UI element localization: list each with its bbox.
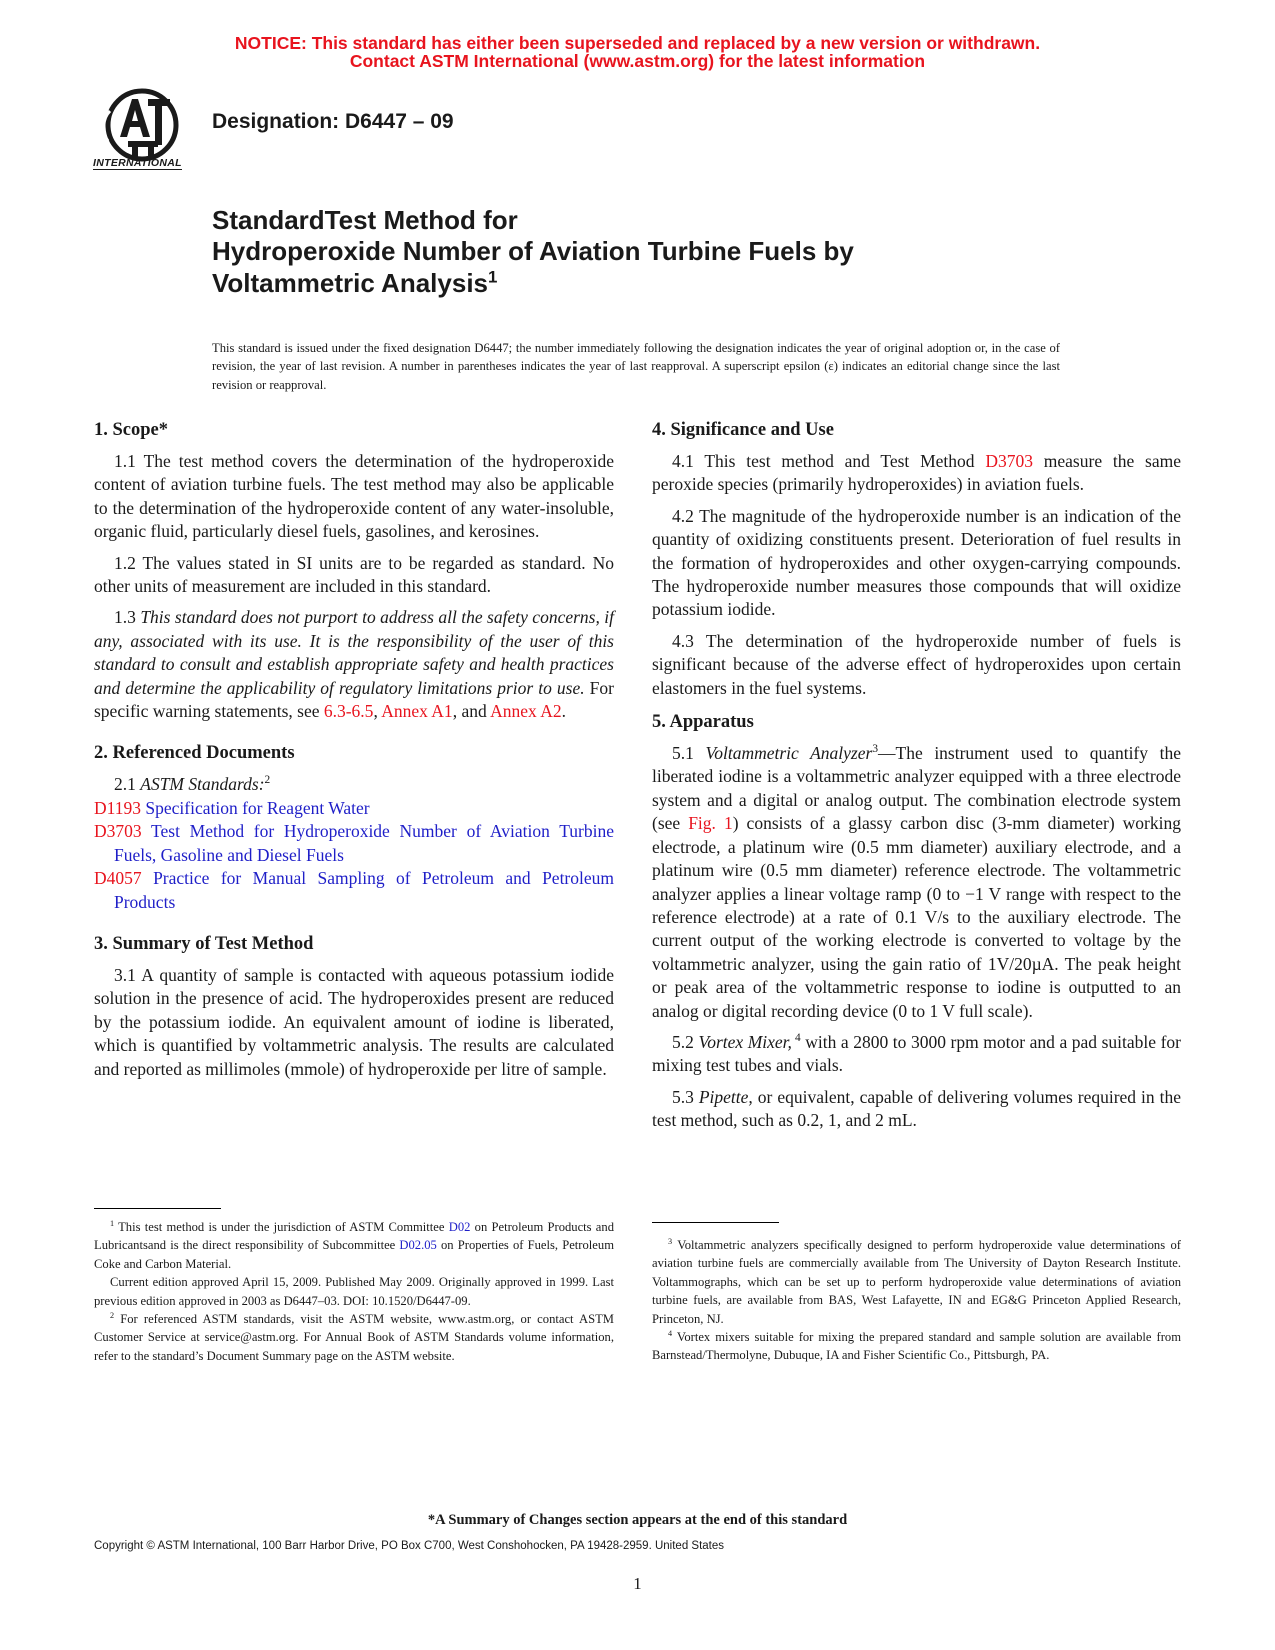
para-4-1: 4.1 This test method and Test Method D3703 measure the same peroxide species (primarily hydroperoxides) in aviation fuels. xyxy=(652,451,1182,495)
para-4-3: 4.3 The determination of the hydroperoxide number of fuels is significant because of the adverse effect of hydroperoxides upon certain elastomers in the fuel systems. xyxy=(652,630,1181,698)
link-6-3-6-5[interactable]: 6.3-6.5 xyxy=(323,701,374,722)
section-3-heading: 3. Summary of Test Method xyxy=(94,933,314,954)
left-column xyxy=(94,418,614,1081)
astm-logo xyxy=(92,85,192,175)
footnote-2: $^2$ For referenced ASTM standards, visit the ASTM website, www.astm.org, or contact ASTM Customer Service at service@astm.org. For Annual Book of ASTM Standards volume information, refer to the standard’s Document Summary page on the ASTM website. xyxy=(94,1310,614,1363)
para-2-1: 2.1 ASTM Standards:$^2$ xyxy=(114,774,271,795)
link-d3703[interactable]: D3703 xyxy=(985,451,1033,471)
logo-caption: INTERNATIONAL xyxy=(93,157,182,169)
notice-line-2: Contact ASTM International (www.astm.org) for the latest information xyxy=(349,51,926,71)
para-3-1: 3.1 A quantity of sample is contacted with aqueous potassium iodide solution in the presence of acid. The hydroperoxides present are reduced by the potassium iodide. An equivalent amount of iodine is liberated, which is quantified by voltammetric analysis. The results are calculated and reported as millimoles (mmole) of hydroperoxide per litre of sample. xyxy=(94,964,614,1079)
preamble: This standard is issued under the fixed designation D6447; the number immediately following the designation indicates the year of original adoption or, in the case of revision, the year of last revision. A number in parentheses indicates the year of last reapproval. A superscript epsilon (ε) indicates an editorial change since the last revision or reapproval. xyxy=(212,341,1060,392)
link-annex-a2[interactable]: Annex A2 xyxy=(490,701,562,722)
link-d02-05[interactable]: D02.05 xyxy=(399,1238,437,1253)
footnote-1-edition: Current edition approved April 15, 2009. Published May 2009. Originally approved in 1999. Last previous edition approved in 2003 as D6447–03. DOI: 10.1520/D6447-09. xyxy=(94,1275,614,1308)
para-5-1: 5.1 Voltammetric Analyzer$^3$—The instrument used to quantify the liberated iodine is a voltammetric analyzer equipped with a three electrode system and a digital or analog output. The combination electrode system (see Fig. 1) consists of a glassy carbon disc (3-mm diameter) working electrode, a platinum wire (0.5 mm diameter) auxiliary electrode, and a platinum wire (0.5 mm diameter) reference electrode. The voltammetric analyzer applies a linear voltage ramp (0 to −1 V range with respect to the reference electrode) at a rate of 0.1 V/s to the auxiliary electrode. The current output of the working electrode is converted to voltage by the voltammetric analyzer, using the gain ratio of 1V/20µA. The peak height or peak area of the voltammetric response to iodine is outputted to an analog or digital recording device (0 to 1 V full scale). xyxy=(652,743,1181,1021)
section-5-heading: 5. Apparatus xyxy=(652,712,754,733)
footnote-rule-right xyxy=(652,1222,779,1223)
page-number: 1 xyxy=(633,1574,642,1593)
footnote-3: $^3$ Voltammetric analyzers specifically designed to perform hydroperoxide value determinations of aviation turbine fuels are commercially available from The University of Dayton Research Institute. Voltammographs, which can be set up to perform hydroperoxide value determinations of aviation turbine fuels, are available from BAS, West Lafayette, IN and EG&G Princeton Applied Research, Princeton, NJ. xyxy=(652,1236,1181,1326)
section-2-heading: 2. Referenced Documents xyxy=(94,743,295,764)
para-1-3: 1.3 This standard does not purport to address all the safety concerns, if any, associated with its use. It is the responsibility of the user of this standard to consult and establish appropriate safety and health practices and determine the applicability of regulatory limitations prior to use. For specific warning statements, see 6.3-6.5, Annex A1, and Annex A2. xyxy=(94,607,614,722)
footnote-4: $^4$ Vortex mixers suitable for mixing the prepared standard and sample solution are available from Barnstead/Thermolyne, Dubuque, IA and Fisher Scientific Co., Pittsburgh, PA. xyxy=(652,1328,1181,1363)
para-4-2: 4.2 The magnitude of the hydroperoxide number is an indication of the quantity of oxidizing constituents present. Deterioration of fuel results in the formation of hydroperoxides and other oxygen-carrying compounds. The hydroperoxide number measures those compounds that will oxidize potassium iodide. xyxy=(652,505,1181,620)
title-line-1: StandardTest Method for xyxy=(212,205,518,235)
link-annex-a1[interactable]: Annex A1 xyxy=(381,701,453,722)
copyright: Copyright © ASTM International, 100 Barr Harbor Drive, PO Box C700, West Conshohocken, PA 19428-2959. United States xyxy=(94,1540,725,1552)
link-d02[interactable]: D02 xyxy=(448,1220,471,1234)
section-1-heading: 1. Scope* xyxy=(94,420,168,440)
link-fig-1[interactable]: Fig. 1 xyxy=(688,813,733,834)
title-line-3: Voltammetric Analysis$^1$ xyxy=(212,267,498,298)
notice-line-1: NOTICE: This standard has either been superseded and replaced by a new version or withdrawn. xyxy=(234,33,1041,53)
designation: Designation: D6447 – 09 xyxy=(212,110,454,133)
ref-d1193[interactable]: D1193 Specification for Reagent Water xyxy=(94,797,370,818)
right-column xyxy=(652,418,1181,1133)
para-1-2: 1.2 The values stated in SI units are to be regarded as standard. No other units of measurement are included in this standard. xyxy=(94,552,614,597)
para-5-3: 5.3 Pipette, or equivalent, capable of delivering volumes required in the test method, such as 0.2, 1, and 2 mL. xyxy=(652,1086,1181,1131)
para-5-2: 5.2 Vortex Mixer, $^4$ with a 2800 to 3000 rpm motor and a pad suitable for mixing test tubes and vials. xyxy=(652,1031,1182,1076)
ref-d4057[interactable]: D4057 Practice for Manual Sampling of Petroleum and Petroleum Products xyxy=(94,868,614,912)
title-line-2: Hydroperoxide Number of Aviation Turbine Fuels by xyxy=(212,236,854,266)
summary-of-changes-note: *A Summary of Changes section appears at the end of this standard xyxy=(427,1512,848,1528)
footnotes-left xyxy=(94,1218,614,1365)
footnotes-right xyxy=(652,1236,1181,1365)
ref-d3703[interactable]: D3703 Test Method for Hydroperoxide Number of Aviation Turbine Fuels, Gasoline and Diesel Fuels xyxy=(94,821,614,865)
footnote-1: $^1$ This test method is under the jurisdiction of ASTM Committee D02 on Petroleum Products and Lubricantsand is the direct responsibility of Subcommittee D02.05 on Properties of Fuels, Petroleum Coke and Carbon Material. xyxy=(94,1218,614,1271)
para-1-1: 1.1 The test method covers the determination of the hydroperoxide content of aviation turbine fuels. The test method may also be applicable to the determination of the hydroperoxide content of any water-insoluble, organic fluid, particularly diesel fuels, gasolines, and kerosines. xyxy=(94,451,614,542)
footnote-rule-left xyxy=(94,1208,221,1209)
section-4-heading: 4. Significance and Use xyxy=(652,420,834,440)
